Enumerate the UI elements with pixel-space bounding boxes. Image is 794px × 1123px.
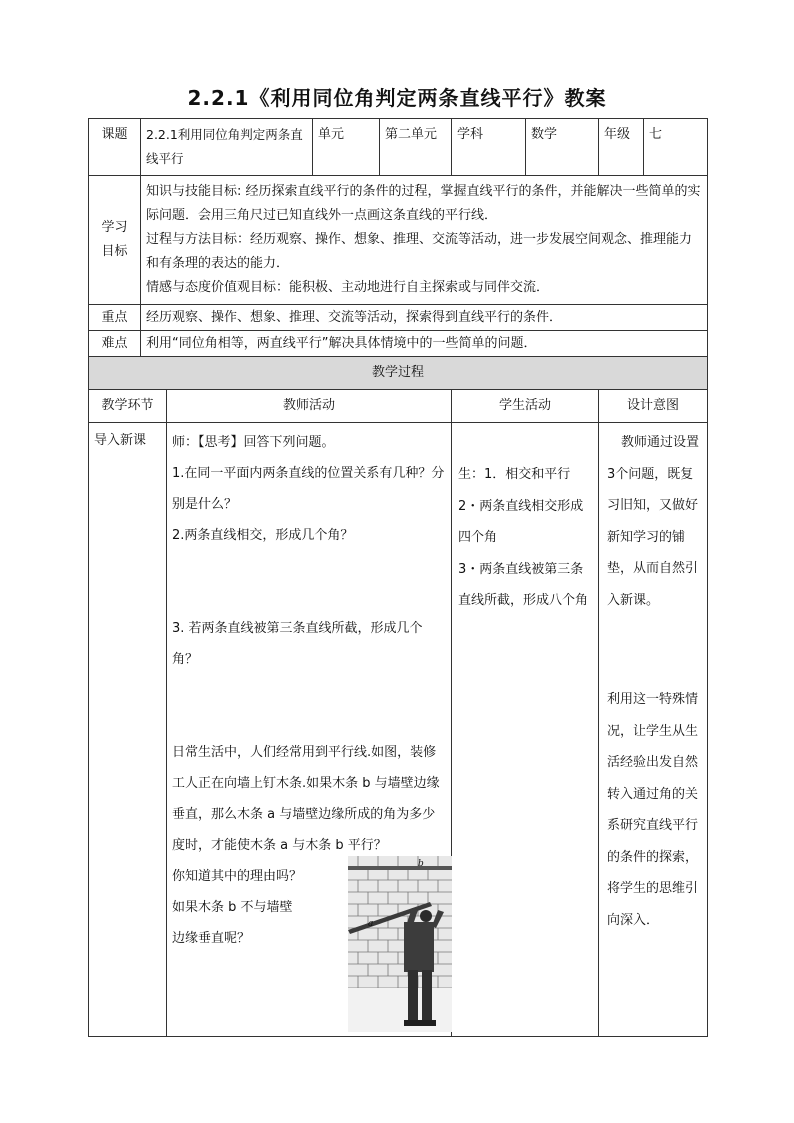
student-answer-1: 生：1．相交和平行 bbox=[458, 467, 571, 482]
teacher-intro: 师：【思考】回答下列问题。 bbox=[172, 435, 335, 450]
unit-label: 单元 bbox=[313, 119, 380, 176]
wall-image bbox=[348, 856, 452, 1032]
key-point-label: 重点 bbox=[89, 305, 141, 331]
subject-label: 学科 bbox=[452, 119, 526, 176]
topic-label: 课题 bbox=[89, 119, 141, 176]
not-perpendicular-1: 如果木条 b 不与墙壁 bbox=[172, 900, 293, 915]
key-point-text: 经历观察、操作、想象、推理、交流等活动，探索得到直线平行的条件． bbox=[141, 305, 708, 331]
student-answer-2: 2・两条直线相交形成四个角 bbox=[458, 498, 584, 545]
question-3: 3. 若两条直线被第三条直线所截，形成几个角？ bbox=[172, 621, 423, 667]
col-design: 设计意图 bbox=[599, 390, 708, 423]
grade-label: 年级 bbox=[599, 119, 644, 176]
grade-value: 七 bbox=[644, 119, 708, 176]
subject-value: 数学 bbox=[526, 119, 599, 176]
goals-label: 学习目标 bbox=[89, 176, 141, 305]
topic-value: 2.2.1利用同位角判定两条直线平行 bbox=[141, 119, 313, 176]
stage-cell: 导入新课 bbox=[89, 423, 167, 1037]
design-1: 教师通过设置3个问题，既复习旧知，又做好新知学习的铺垫，从而自然引入新课。 bbox=[607, 435, 700, 608]
unit-value: 第二单元 bbox=[380, 119, 452, 176]
design-intent bbox=[599, 423, 708, 1037]
process-header: 教学过程 bbox=[89, 357, 708, 390]
difficulty-label: 难点 bbox=[89, 331, 141, 357]
difficulty-text: 利用“同位角相等，两直线平行”解决具体情境中的一些简单的问题． bbox=[141, 331, 708, 357]
life-example: 日常生活中，人们经常用到平行线.如图，装修工人正在向墙上钉木条.如果木条 b 与墙壁边缘垂直，那么木条 a 与墙壁边缘所成的角为多少度时，才能使木条 a 与木条 b 平行？ bbox=[172, 745, 440, 853]
label-a: a bbox=[368, 919, 374, 929]
goal-attitude: 情感与态度价值观目标：能积极、主动地进行自主探索或与同伴交流． bbox=[146, 280, 550, 295]
page-title: 2.2.1《利用同位角判定两条直线平行》教案 bbox=[187, 86, 607, 110]
student-activity bbox=[452, 423, 599, 1037]
teacher-activity bbox=[167, 423, 452, 1037]
question-1: 1.在同一平面内两条直线的位置关系有几种？分别是什么？ bbox=[172, 466, 445, 512]
question-2: 2.两条直线相交，形成几个角？ bbox=[172, 528, 354, 543]
student-answer-3: 3・两条直线被第三条直线所截，形成八个角 bbox=[458, 561, 589, 608]
design-2: 利用这一特殊情况，让学生从生活经验出发自然转入通过角的关系研究直线平行的条件的探索，将学生的思维引向深入． bbox=[607, 692, 699, 928]
col-stage: 教学环节 bbox=[89, 390, 167, 423]
not-perpendicular-2: 边缘垂直呢？ bbox=[172, 931, 251, 946]
reason-question: 你知道其中的理由吗？ bbox=[172, 869, 303, 884]
goal-process: 过程与方法目标：经历观察、操作、想象、推理、交流等活动，进一步发展空间观念、推理能力和有条理的表达的能力． bbox=[146, 232, 693, 271]
col-teacher: 教师活动 bbox=[167, 390, 452, 423]
carpenter-photo bbox=[348, 856, 452, 1032]
col-student: 学生活动 bbox=[452, 390, 599, 423]
label-b: b bbox=[418, 859, 424, 869]
goal-knowledge: 知识与技能目标: 经历探索直线平行的条件的过程，掌握直线平行的条件，并能解决一些简单的实际问题．会用三角尺过已知直线外一点画这条直线的平行线． bbox=[146, 184, 701, 223]
goals-text bbox=[141, 176, 708, 305]
lesson-plan-table bbox=[88, 118, 707, 1037]
